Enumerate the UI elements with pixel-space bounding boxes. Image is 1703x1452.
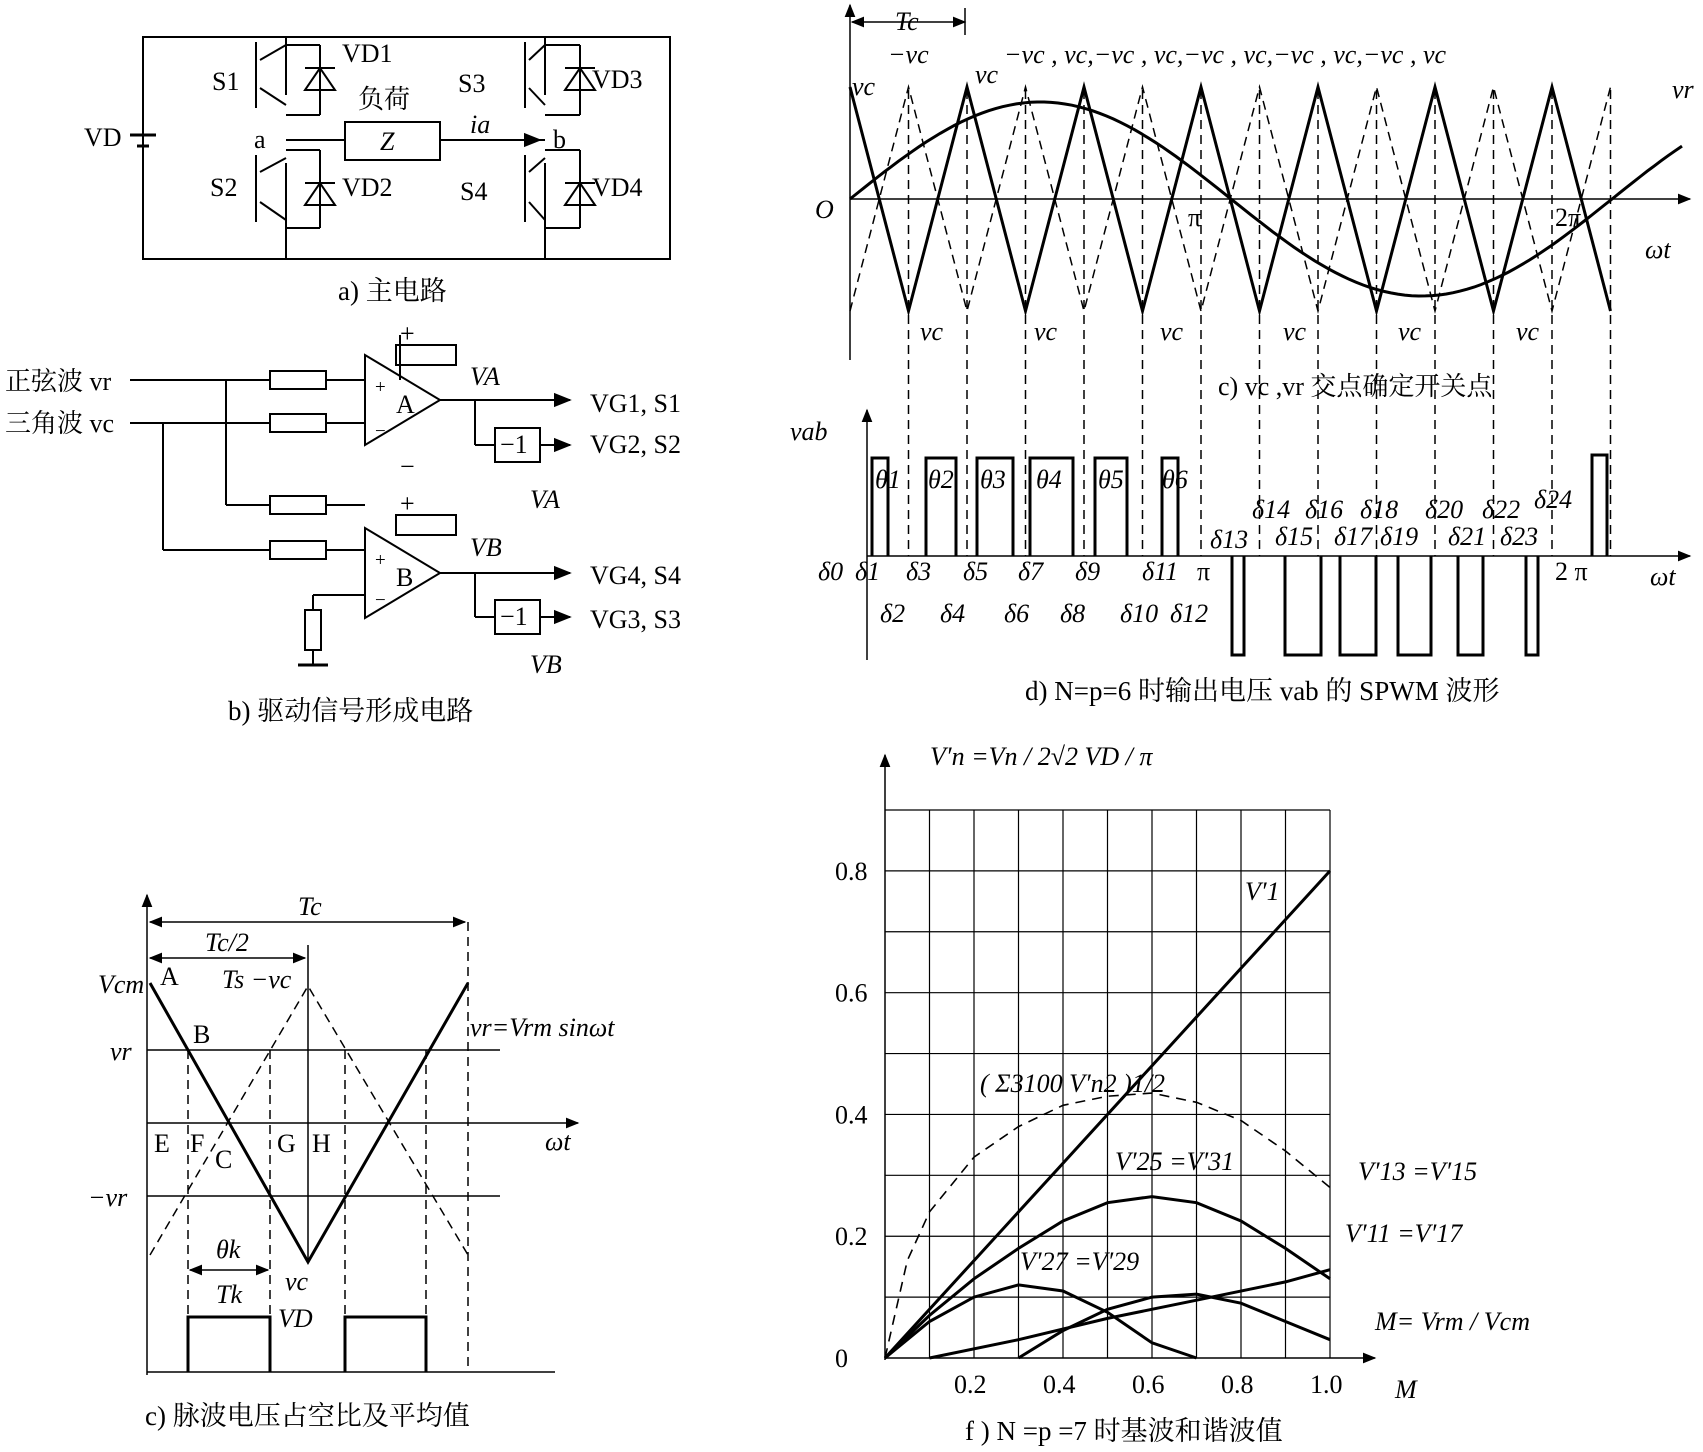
switch-s3: S3 xyxy=(458,69,486,98)
load-title: 负荷 xyxy=(358,85,411,114)
theta-6: θ6 xyxy=(1162,465,1188,494)
pulse-positive-7 xyxy=(1592,455,1607,556)
delta-pi: π xyxy=(1197,557,1211,586)
node-b: b xyxy=(553,125,566,154)
bottom-vc-1: vc xyxy=(920,317,944,346)
delta-13: δ13 xyxy=(1210,525,1249,554)
delta-21: δ21 xyxy=(1448,522,1487,551)
label-v13: V′13 =V′15 xyxy=(1358,1157,1478,1186)
tri-input-label: 三角波 vc xyxy=(5,409,115,438)
spwm-omega-t-bottom: ωt xyxy=(1650,562,1676,591)
spwm-omega-t: ωt xyxy=(1645,235,1671,264)
duty-point-c: C xyxy=(215,1145,233,1174)
resistor-r3 xyxy=(270,496,326,514)
delta-5: δ5 xyxy=(963,557,989,586)
x-tick-2: 0.6 xyxy=(1132,1370,1165,1399)
duty-vr: vr xyxy=(110,1037,132,1066)
duty-point-e: E xyxy=(154,1129,170,1158)
x-tick-3: 0.8 xyxy=(1221,1370,1254,1399)
caption-d: d) N=p=6 时输出电压 vab 的 SPWM 波形 xyxy=(1025,676,1500,706)
output-g1: VG1, S1 xyxy=(590,389,682,418)
minus-a: − xyxy=(400,452,415,481)
duty-point-a: A xyxy=(160,962,179,991)
duty-vr-formula: vr=Vrm sinωt xyxy=(470,1013,615,1042)
signal-vb: VB xyxy=(470,533,502,562)
resistor-r4 xyxy=(270,541,326,559)
x-tick-1: 0.4 xyxy=(1043,1370,1076,1399)
y-tick-1: 0.2 xyxy=(835,1222,868,1252)
caption-a: a) 主电路 xyxy=(338,276,447,306)
switch-s1: S1 xyxy=(212,67,240,96)
diode-vd1: VD1 xyxy=(342,39,393,68)
duty-ts-vc: Ts −vc xyxy=(222,965,292,994)
duty-diagram xyxy=(147,895,578,1375)
theta-3: θ3 xyxy=(980,465,1006,494)
label-v11: V′11 =V′17 xyxy=(1345,1219,1463,1248)
pulse-negative-6 xyxy=(1526,556,1538,655)
spwm-vc-2: vc xyxy=(975,60,999,89)
duty-vc: vc xyxy=(285,1267,309,1296)
signal-vb-bar: VB xyxy=(530,650,562,679)
current-label: ia xyxy=(470,110,491,139)
output-g2: VG2, S2 xyxy=(590,430,682,459)
delta-3: δ3 xyxy=(906,557,932,586)
y-tick-3: 0.6 xyxy=(835,978,868,1008)
comparator-a-label: A xyxy=(396,390,415,419)
delta-22: δ22 xyxy=(1482,495,1521,524)
switch-s4: S4 xyxy=(460,177,488,206)
theta-5: θ5 xyxy=(1098,465,1124,494)
delta-11: δ11 xyxy=(1142,557,1179,586)
resistor-r2 xyxy=(270,414,326,432)
duty-tc-half: Tc/2 xyxy=(205,928,249,957)
spwm-vc-sequence: −vc , vc,−vc , vc,−vc , vc,−vc , vc,−vc , vc xyxy=(1004,40,1447,69)
duty-point-f: F xyxy=(190,1129,205,1158)
duty-neg-vr: −vr xyxy=(88,1183,128,1212)
duty-point-h: H xyxy=(312,1129,331,1158)
delta-10: δ10 xyxy=(1120,599,1159,628)
delta-24: δ24 xyxy=(1534,485,1573,514)
chart-m-def: M= Vrm / Vcm xyxy=(1375,1307,1530,1336)
chart-x-label: M xyxy=(1395,1375,1417,1404)
label-v1: V′1 xyxy=(1245,877,1280,906)
diode-vd2: VD2 xyxy=(342,173,393,202)
output-g3: VG3, S3 xyxy=(590,605,682,634)
pulse-negative-5 xyxy=(1458,556,1483,655)
delta-8: δ8 xyxy=(1060,599,1086,628)
delta-20: δ20 xyxy=(1425,495,1464,524)
theta-2: θ2 xyxy=(928,465,954,494)
harmonics-labels xyxy=(930,742,1530,1404)
label-v25: V′25 =V′31 xyxy=(1115,1147,1235,1176)
vab-axis: vab xyxy=(790,417,828,446)
sine-input-label: 正弦波 vr xyxy=(5,367,112,396)
delta-15: δ15 xyxy=(1275,522,1314,551)
inv-b: − xyxy=(375,590,386,611)
y-tick-2: 0.4 xyxy=(835,1100,868,1130)
plus-b: + xyxy=(400,489,415,518)
spwm-vc-1: vc xyxy=(852,72,876,101)
main-circuit xyxy=(130,37,670,259)
delta-12: δ12 xyxy=(1170,599,1209,628)
duty-vd: VD xyxy=(278,1304,313,1333)
delta-9: δ9 xyxy=(1075,557,1101,586)
theta-4: θ4 xyxy=(1036,465,1062,494)
delta-1: δ1 xyxy=(855,557,881,586)
spwm-2pi: 2π xyxy=(1555,203,1582,232)
inv-a: − xyxy=(375,421,386,442)
bottom-vc-3: vc xyxy=(1160,317,1184,346)
pulse-negative-4 xyxy=(1398,556,1431,655)
delta-14: δ14 xyxy=(1252,495,1291,524)
chart-formula: V′n =Vn / 2√2 VD / π xyxy=(930,742,1153,771)
bottom-vc-5: vc xyxy=(1398,317,1422,346)
spwm-tc: Tc xyxy=(895,7,919,36)
delta-18: δ18 xyxy=(1360,495,1399,524)
label-rms: ( Σ3100 V′n2 )1/2 xyxy=(980,1069,1166,1098)
delta-4: δ4 xyxy=(940,599,966,628)
output-g4: VG4, S4 xyxy=(590,561,682,590)
spwm-vr: vr xyxy=(1672,75,1694,104)
caption-f: f ) N =p =7 时基波和谐波值 xyxy=(965,1416,1283,1446)
signal-va: VA xyxy=(470,362,500,391)
caption-c: c) 脉波电压占空比及平均值 xyxy=(145,1401,470,1431)
delta-0: δ0 xyxy=(818,557,844,586)
bottom-vc-4: vc xyxy=(1283,317,1307,346)
caption-c-right: c) vc ,vr 交点确定开关点 xyxy=(1218,372,1493,401)
node-a: a xyxy=(254,125,266,154)
spwm-pi: π xyxy=(1188,203,1202,232)
series-line-4 xyxy=(885,1285,1197,1358)
duty-point-g: G xyxy=(277,1129,296,1158)
spwm-neg-vc: −vc xyxy=(888,40,929,69)
delta-19: δ19 xyxy=(1380,522,1419,551)
pulse-negative-3 xyxy=(1340,556,1376,655)
pulse-negative-1 xyxy=(1232,556,1244,655)
x-tick-0: 0.2 xyxy=(954,1370,987,1399)
signal-va-bar: VA xyxy=(530,485,560,514)
duty-tc: Tc xyxy=(298,892,322,921)
comparator-b-label: B xyxy=(396,563,414,592)
source-label: VD xyxy=(84,123,122,152)
diode-vd4: VD4 xyxy=(592,173,643,202)
pulse-negative-2 xyxy=(1285,556,1321,655)
diode-vd3: VD3 xyxy=(592,65,643,94)
bottom-vc-6: vc xyxy=(1516,317,1540,346)
inverter-2-label: −1 xyxy=(500,602,528,631)
delta-23: δ23 xyxy=(1500,522,1539,551)
delta-17: δ17 xyxy=(1334,522,1373,551)
delta-16: δ16 xyxy=(1305,495,1344,524)
noninv-a: + xyxy=(375,377,386,398)
spwm-origin: O xyxy=(815,195,834,224)
theta-1: θ1 xyxy=(875,465,901,494)
spwm-2pi-bottom: 2 π xyxy=(1555,557,1588,586)
duty-point-b: B xyxy=(193,1020,211,1049)
x-tick-4: 1.0 xyxy=(1310,1370,1343,1399)
switch-s2: S2 xyxy=(210,173,238,202)
delta-6: δ6 xyxy=(1004,599,1030,628)
plus-a: + xyxy=(400,319,415,348)
label-v27: V′27 =V′29 xyxy=(1020,1247,1140,1276)
drive-circuit-labels xyxy=(5,319,681,679)
delta-2: δ2 xyxy=(880,599,906,628)
duty-tk: Tk xyxy=(216,1280,242,1309)
inverter-1-label: −1 xyxy=(500,430,528,459)
y-tick-4: 0.8 xyxy=(835,856,868,886)
duty-vcm: Vcm xyxy=(98,970,145,999)
bottom-vc-2: vc xyxy=(1034,317,1058,346)
noninv-b: + xyxy=(375,550,386,571)
delta-7: δ7 xyxy=(1018,557,1044,586)
load-label: Z xyxy=(380,127,395,156)
duty-theta-k: θk xyxy=(216,1235,241,1264)
resistor-r1 xyxy=(270,371,326,389)
duty-omega-t: ωt xyxy=(545,1127,571,1156)
y-tick-0: 0 xyxy=(835,1344,848,1373)
caption-b: b) 驱动信号形成电路 xyxy=(228,696,474,726)
